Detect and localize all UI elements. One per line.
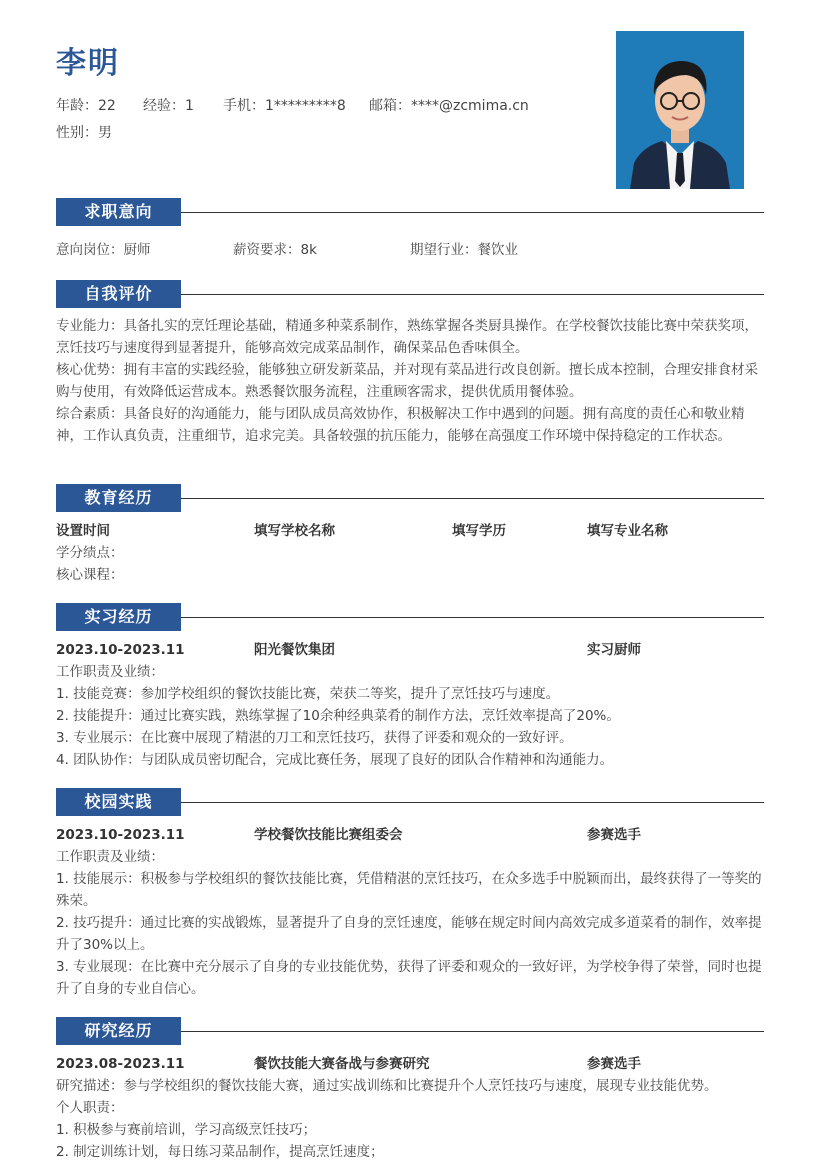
list-item: 2. 制定训练计划，每日练习菜品制作，提高烹饪速度； [56, 1144, 384, 1160]
intern-company: 阳光餐饮集团 [254, 642, 335, 658]
internship-header-row [56, 639, 764, 661]
list-item: 4. 团队协作：与团队成员密切配合，完成比赛任务，展现了良好的团队合作精神和沟通能力。 [56, 752, 614, 768]
section-title: 研究经历 [56, 1017, 181, 1045]
research-duties-label: 个人职责： [56, 1100, 124, 1116]
edu-gpa: 学分绩点： [56, 545, 124, 561]
campus-org: 学校餐饮技能比赛组委会 [254, 827, 403, 843]
intern-role: 实习厨师 [587, 642, 641, 658]
intended-position: 意向岗位：厨师 [56, 242, 151, 258]
section-title: 自我评价 [56, 280, 181, 308]
section-campus-practice [56, 788, 764, 1000]
experience: 经验：1 [143, 98, 194, 114]
research-header-row [56, 1053, 764, 1075]
campus-role: 参赛选手 [587, 827, 641, 843]
self-eval-paragraph: 专业能力：具备扎实的烹饪理论基础，精通多种菜系制作，熟练掌握各类厨具操作。在学校餐饮技能比赛中荣获奖项，烹饪技巧与速度得到显著提升，能够高效完成菜品制作，确保菜品色香味俱全。 [56, 318, 758, 356]
intent-row [56, 239, 764, 261]
email: 邮箱：****@zcmima.cn [369, 98, 529, 114]
intern-duties-label: 工作职责及业绩： [56, 664, 164, 680]
list-item: 2. 技巧提升：通过比赛的实战锻炼，显著提升了自身的烹饪速度，能够在规定时间内高效完成多道菜肴的制作，效率提升了30%以上。 [56, 915, 762, 953]
self-eval-body [56, 315, 764, 447]
section-divider [181, 802, 764, 803]
section-title: 实习经历 [56, 603, 181, 631]
section-header [56, 1017, 764, 1045]
section-header [56, 484, 764, 512]
edu-time: 设置时间 [56, 523, 110, 539]
expected-industry: 期望行业：餐饮业 [410, 242, 518, 258]
list-item: 1. 积极参与赛前培训，学习高级烹饪技巧； [56, 1122, 317, 1138]
phone: 手机：1*********8 [223, 98, 346, 114]
edu-courses: 核心课程： [56, 567, 124, 583]
age: 年龄：22 [56, 98, 116, 114]
self-eval-paragraph: 核心优势：拥有丰富的实践经验，能够独立研发新菜品，并对现有菜品进行改良创新。擅长成本控制，合理安排食材采购与使用，有效降低运营成本。熟悉餐饮服务流程，注重顾客需求，提供优质用餐体验。 [56, 362, 758, 400]
list-item: 2. 技能提升：通过比赛实践，熟练掌握了10余种经典菜肴的制作方法，烹饪效率提高了20%。 [56, 708, 620, 724]
section-divider [181, 617, 764, 618]
candidate-name: 李明 [56, 46, 120, 81]
section-title: 求职意向 [56, 198, 181, 226]
section-research [56, 1017, 764, 1163]
research-description: 研究描述：参与学校组织的餐饮技能大赛，通过实战训练和比赛提升个人烹饪技巧与速度，展现专业技能优势。 [56, 1078, 718, 1094]
section-header [56, 280, 764, 308]
section-title: 教育经历 [56, 484, 181, 512]
basic-info-row-1 [56, 95, 529, 115]
list-item: 3. 专业展示：在比赛中展现了精湛的刀工和烹饪技巧，获得了评委和观众的一致好评。 [56, 730, 573, 746]
education-header-row [56, 520, 764, 542]
section-header [56, 198, 764, 226]
section-header [56, 603, 764, 631]
edu-degree: 填写学历 [452, 523, 506, 539]
list-item: 3. 专业展现：在比赛中充分展示了自身的专业技能优势，获得了评委和观众的一致好评，为学校争得了荣誉，同时也提升了自身的专业自信心。 [56, 959, 762, 997]
campus-duties-label: 工作职责及业绩： [56, 849, 164, 865]
campus-header-row [56, 824, 764, 846]
list-item: 1. 技能竞赛：参加学校组织的餐饮技能比赛，荣获二等奖，提升了烹饪技巧与速度。 [56, 686, 560, 702]
basic-info-row-2 [56, 122, 112, 142]
profile-photo [616, 31, 744, 189]
edu-major: 填写专业名称 [587, 523, 668, 539]
section-divider [181, 294, 764, 295]
section-job-intent [56, 198, 764, 261]
section-divider [181, 1031, 764, 1032]
gender: 性别：男 [56, 125, 112, 141]
section-education [56, 484, 764, 586]
edu-school: 填写学校名称 [254, 523, 335, 539]
research-project: 餐饮技能大赛备战与参赛研究 [254, 1056, 430, 1072]
research-time: 2023.08-2023.11 [56, 1056, 185, 1072]
section-title: 校园实践 [56, 788, 181, 816]
intern-time: 2023.10-2023.11 [56, 642, 185, 658]
section-header [56, 788, 764, 816]
research-role: 参赛选手 [587, 1056, 641, 1072]
portrait-icon [616, 31, 744, 189]
campus-time: 2023.10-2023.11 [56, 827, 185, 843]
expected-salary: 薪资要求：8k [233, 242, 317, 258]
section-internship [56, 603, 764, 771]
section-divider [181, 498, 764, 499]
section-divider [181, 212, 764, 213]
list-item: 1. 技能展示：积极参与学校组织的餐饮技能比赛，凭借精湛的烹饪技巧，在众多选手中脱颖而出，最终获得了一等奖的殊荣。 [56, 871, 762, 909]
self-eval-paragraph: 综合素质：具备良好的沟通能力，能与团队成员高效协作，积极解决工作中遇到的问题。拥有高度的责任心和敬业精神，工作认真负责，注重细节，追求完美。具备较强的抗压能力，能够在高强度工作环境中保持稳定的工作状态。 [56, 406, 745, 444]
section-self-evaluation [56, 280, 764, 447]
